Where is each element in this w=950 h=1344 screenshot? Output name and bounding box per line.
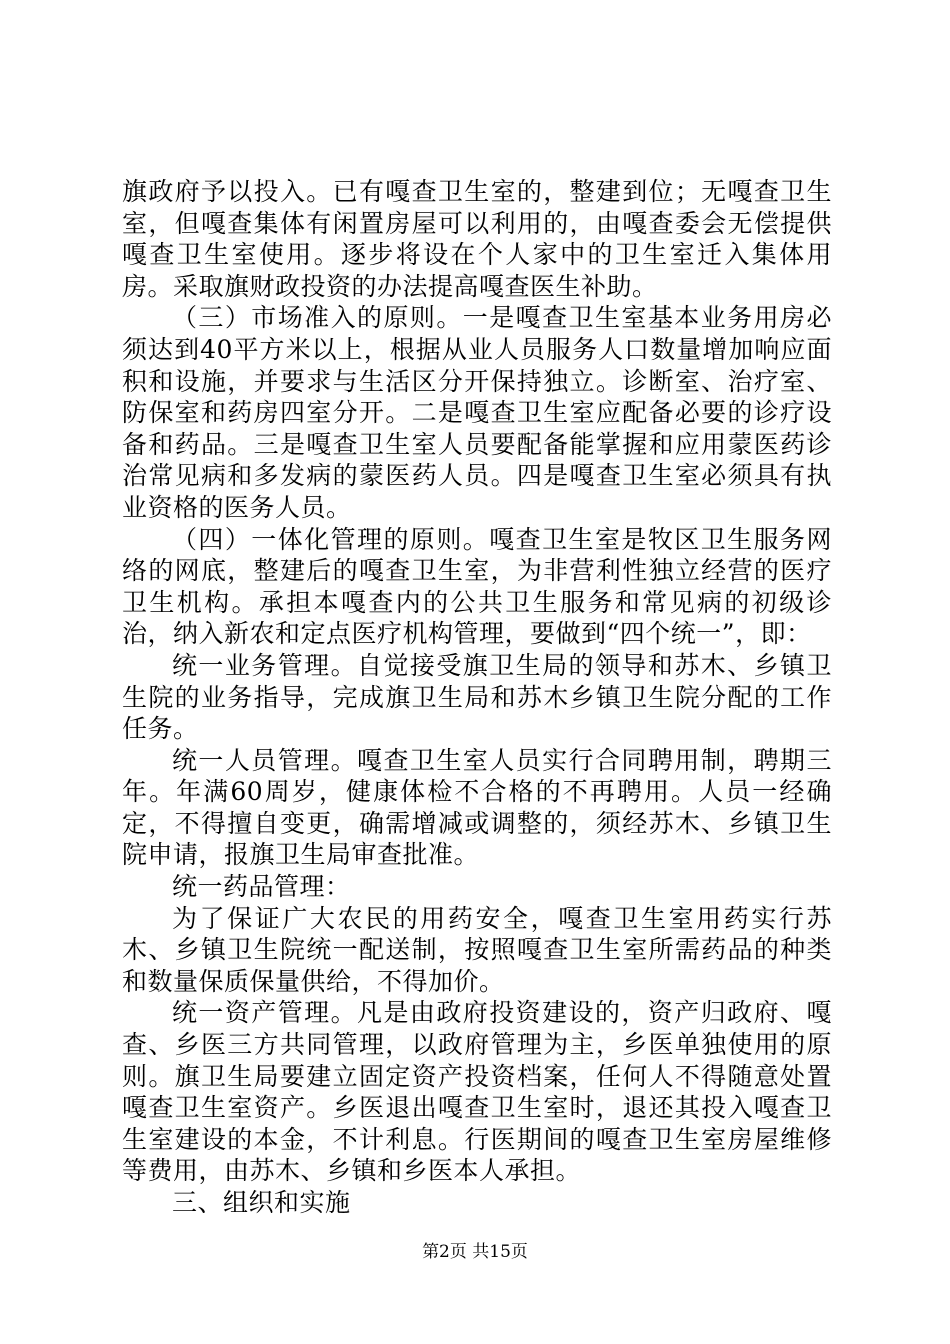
document-body (122, 176, 832, 1219)
paragraph-unified-drugs: 为了保证广大农民的用药安全，嘎查卫生室用药实行苏木、乡镇卫生院统一配送制，按照嘎查卫生室所需药品的种类和数量保质保量供给，不得加价。 (122, 903, 832, 996)
page-number-footer: 第2页 共15页 (422, 1242, 528, 1262)
paragraph-integrated-management: （四）一体化管理的原则。嘎查卫生室是牧区卫生服务网络的网底，整建后的嘎查卫生室，为非营利性独立经营的医疗卫生机构。承担本嘎查内的公共卫生服务和常见病的初级诊治，纳入新农和定点医疗机构管理，要做到“四个统一”，即： (122, 524, 832, 649)
paragraph-unified-personnel: 统一人员管理。嘎查卫生室人员实行合同聘用制，聘期三年。年满60周岁，健康体检不合格的不再聘用。人员一经确定，不得擅自变更，确需增减或调整的，须经苏木、乡镇卫生院申请，报旗卫生局审查批准。 (122, 745, 832, 870)
paragraph-unified-assets: 统一资产管理。凡是由政府投资建设的，资产归政府、嘎查、乡医三方共同管理，以政府管理为主，乡医单独使用的原则。旗卫生局要建立固定资产投资档案，任何人不得随意处置嘎查卫生室资产。乡医退出嘎查卫生室时，退还其投入嘎查卫生室建设的本金，不计利息。行医期间的嘎查卫生室房屋维修等费用，由苏木、乡镇和乡医本人承担。 (122, 998, 832, 1186)
paragraph-unified-drugs-heading: 统一药品管理： (172, 872, 351, 902)
paragraph-market-access: （三）市场准入的原则。一是嘎查卫生室基本业务用房必须达到40平方米以上，根据从业人员服务人口数量增加响应面积和设施，并要求与生活区分开保持独立。诊断室、治疗室、防保室和药房四室分开。二是嘎查卫生室应配备必要的诊疗设备和药品。三是嘎查卫生室人员要配备能掌握和应用蒙医药诊治常见病和多发病的蒙医药人员。四是嘎查卫生室必须具有执业资格的医务人员。 (122, 303, 832, 522)
section-heading-organization: 三、组织和实施 (172, 1188, 351, 1217)
paragraph-unified-business: 统一业务管理。自觉接受旗卫生局的领导和苏木、乡镇卫生院的业务指导，完成旗卫生局和苏木乡镇卫生院分配的工作任务。 (122, 650, 832, 744)
paragraph-funding-continued: 旗政府予以投入。已有嘎查卫生室的，整建到位；无嘎查卫生室，但嘎查集体有闲置房屋可以利用的，由嘎查委会无偿提供嘎查卫生室使用。逐步将设在个人家中的卫生室迁入集体用房。采取旗财政投资的办法提高嘎查医生补助。 (122, 177, 832, 301)
